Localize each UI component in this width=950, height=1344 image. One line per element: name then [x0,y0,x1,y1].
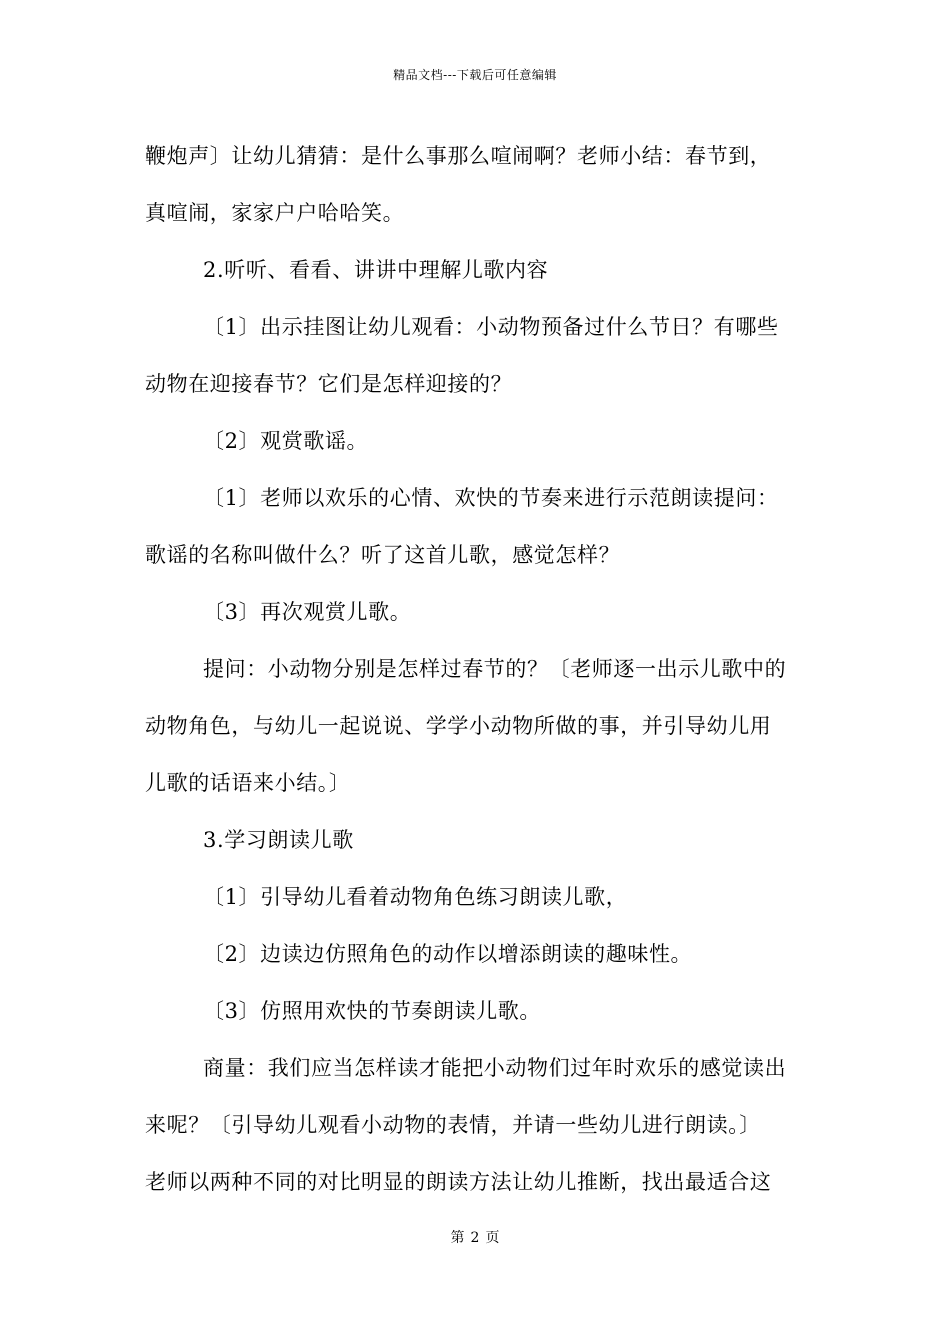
text-line: 〔3〕仿照用欢快的节奏朗读儿歌。 [203,999,541,1023]
text-line: 〔2〕边读边仿照角色的动作以增添朗读的趣味性。 [203,942,693,966]
page-footer [0,1227,950,1247]
text-line: 〔1〕引导幼儿看着动物角色练习朗读儿歌， [203,885,628,909]
text-line: 动物在迎接春节？它们是怎样迎接的？ [145,372,513,396]
text-line: 〔1〕老师以欢乐的心情、欢快的节奏来进行示范朗读提问： [203,486,779,510]
text-line: 〔3〕再次观赏儿歌。 [203,600,412,624]
text-line: 儿歌的话语来小结。〕 [145,771,351,795]
section-heading: 3.学习朗读儿歌 [203,828,354,852]
text-line: 来呢？〔引导幼儿观看小动物的表情，并请一些幼儿进行朗读。〕 [145,1113,761,1137]
text-line: 鞭炮声〕让幼儿猜猜：是什么事那么喧闹啊？老师小结：春节到， [145,144,772,168]
page-label-prefix: 第 [450,1230,465,1246]
text-line: 老师以两种不同的对比明显的朗读方法让幼儿推断，找出最适合这 [145,1170,772,1194]
page-number: 2 [470,1230,480,1246]
text-line: 〔1〕出示挂图让幼儿观看：小动物预备过什么节日？有哪些 [203,315,779,339]
text-line: 商量：我们应当怎样读才能把小动物们过年时欢乐的感觉读出 [203,1056,787,1080]
text-line: 提问：小动物分别是怎样过春节的？〔老师逐一出示儿歌中的 [203,657,787,681]
text-line: 歌谣的名称叫做什么？听了这首儿歌，感觉怎样？ [145,543,621,567]
section-heading: 2.听听、看看、讲讲中理解儿歌内容 [203,258,549,282]
page-header: 精品文档---下载后可任意编辑 [393,68,557,82]
text-line: 〔2〕观赏歌谣。 [203,429,369,453]
text-line: 动物角色，与幼儿一起说说、学学小动物所做的事，并引导幼儿用 [145,714,772,738]
text-line: 真喧闹，家家户户哈哈笑。 [145,201,405,225]
document-body [145,128,805,1211]
page-label-suffix: 页 [485,1230,500,1246]
